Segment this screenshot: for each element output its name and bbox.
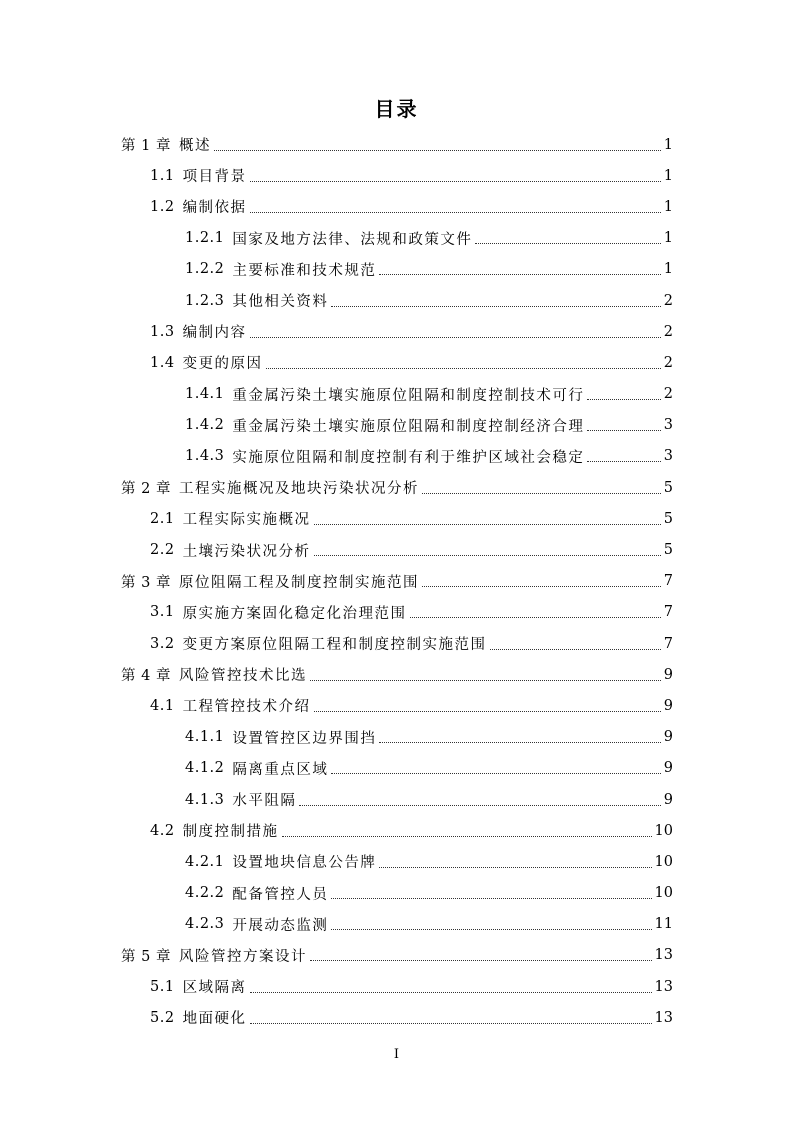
toc-entry-number: 第 4 章 bbox=[121, 668, 171, 685]
toc-dot-leader bbox=[587, 398, 660, 400]
toc-entry-page: 10 bbox=[654, 853, 673, 870]
toc-entry-title: 变更方案原位阻隔工程和制度控制实施范围 bbox=[182, 637, 487, 654]
toc-entry-number: 4.1.3 bbox=[185, 791, 225, 808]
toc-entry-page: 10 bbox=[654, 822, 673, 839]
toc-entry-title: 设置地块信息公告牌 bbox=[232, 855, 377, 872]
toc-entry-number: 1.2.3 bbox=[185, 292, 225, 309]
toc-dot-leader bbox=[331, 772, 660, 774]
toc-dot-leader bbox=[379, 866, 651, 868]
toc-entry-title: 水平阻隔 bbox=[232, 793, 297, 810]
toc-entry-page: 7 bbox=[663, 635, 673, 652]
toc-entry-page: 1 bbox=[663, 167, 673, 184]
toc-dot-leader bbox=[314, 523, 661, 525]
toc-dot-leader bbox=[587, 429, 660, 431]
toc-entry-number: 1.3 bbox=[150, 323, 175, 340]
toc-dot-leader bbox=[314, 710, 661, 712]
toc-entry[interactable] bbox=[0, 129, 793, 160]
toc-entry-title: 编制内容 bbox=[182, 325, 247, 342]
toc-entry-page: 7 bbox=[663, 573, 673, 590]
toc-dot-leader bbox=[282, 835, 652, 837]
toc-dot-leader bbox=[250, 991, 652, 993]
toc-entry-number: 3.1 bbox=[150, 604, 175, 621]
toc-entry-page: 2 bbox=[663, 354, 673, 371]
toc-entry-title: 土壤污染状况分析 bbox=[182, 543, 311, 560]
toc-entry[interactable] bbox=[0, 441, 793, 472]
toc-entry-title: 区域隔离 bbox=[182, 980, 247, 997]
toc-dot-leader bbox=[379, 273, 660, 275]
toc-dot-leader bbox=[331, 928, 651, 930]
toc-dot-leader bbox=[331, 305, 660, 307]
toc-dot-leader bbox=[250, 1022, 652, 1024]
toc-entry-page: 5 bbox=[663, 542, 673, 559]
toc-entry[interactable] bbox=[0, 628, 793, 659]
toc-entry-number: 第 1 章 bbox=[121, 138, 171, 155]
toc-entry[interactable] bbox=[0, 503, 793, 534]
toc-dot-leader bbox=[331, 897, 651, 899]
toc-entry[interactable] bbox=[0, 753, 793, 784]
toc-title: 目录 bbox=[374, 97, 419, 121]
toc-dot-leader bbox=[314, 554, 661, 556]
toc-entry[interactable] bbox=[0, 878, 793, 909]
toc-dot-leader bbox=[475, 242, 660, 244]
toc-entry-number: 2.2 bbox=[150, 542, 175, 559]
toc-entry-title: 主要标准和技术规范 bbox=[232, 262, 377, 279]
toc-entry-page: 9 bbox=[663, 760, 673, 777]
toc-entry[interactable] bbox=[0, 223, 793, 254]
toc-entry-page: 13 bbox=[654, 947, 673, 964]
toc-entry-title: 国家及地方法律、法规和政策文件 bbox=[232, 231, 473, 248]
toc-dot-leader bbox=[310, 679, 661, 681]
toc-dot-leader bbox=[250, 211, 661, 213]
toc-entry-title: 变更的原因 bbox=[182, 356, 263, 373]
toc-entry[interactable] bbox=[0, 784, 793, 815]
toc-dot-leader bbox=[587, 460, 660, 462]
toc-dot-leader bbox=[410, 616, 661, 618]
toc-entry-number: 4.1 bbox=[150, 697, 175, 714]
footer-page-number: I bbox=[393, 1047, 400, 1062]
toc-entry[interactable] bbox=[0, 534, 793, 565]
toc-entry-number: 3.2 bbox=[150, 635, 175, 652]
toc-entry-page: 9 bbox=[663, 729, 673, 746]
toc-entry-title: 重金属污染土壤实施原位阻隔和制度控制技术可行 bbox=[232, 387, 585, 404]
toc-entry-number: 5.2 bbox=[150, 1009, 175, 1026]
toc-entry-title: 重金属污染土壤实施原位阻隔和制度控制经济合理 bbox=[232, 418, 585, 435]
toc-entry-title: 原位阻隔工程及制度控制实施范围 bbox=[178, 574, 419, 591]
toc-entry[interactable] bbox=[0, 191, 793, 222]
toc-entry-title: 设置管控区边界围挡 bbox=[232, 730, 377, 747]
toc-entry-title: 其他相关资料 bbox=[232, 294, 329, 311]
toc-entry[interactable] bbox=[0, 316, 793, 347]
toc-entry-title: 隔离重点区域 bbox=[232, 761, 329, 778]
toc-entry-page: 3 bbox=[663, 448, 673, 465]
toc-entry-page: 13 bbox=[654, 978, 673, 995]
toc-entry-page: 1 bbox=[663, 198, 673, 215]
toc-entry-number: 1.2.1 bbox=[185, 230, 225, 247]
toc-dot-leader bbox=[250, 180, 661, 182]
toc-entry-page: 7 bbox=[663, 604, 673, 621]
toc-entry[interactable] bbox=[0, 690, 793, 721]
toc-entry-title: 配备管控人员 bbox=[232, 886, 329, 903]
toc-entry-title: 制度控制措施 bbox=[182, 824, 279, 841]
toc-entry-title: 概述 bbox=[178, 138, 211, 155]
toc-entry-page: 2 bbox=[663, 323, 673, 340]
toc-entry-title: 风险管控技术比选 bbox=[178, 668, 307, 685]
toc-entry-title: 工程实际实施概况 bbox=[182, 512, 311, 529]
toc-entry-page: 2 bbox=[663, 386, 673, 403]
toc-entry-page: 5 bbox=[663, 510, 673, 527]
toc-entry[interactable] bbox=[0, 566, 793, 597]
toc-dot-leader bbox=[299, 804, 660, 806]
toc-entry-title: 工程实施概况及地块污染状况分析 bbox=[178, 481, 419, 498]
toc-entry-page: 9 bbox=[663, 666, 673, 683]
toc-entry[interactable] bbox=[0, 1002, 793, 1033]
toc-entry-number: 4.2.3 bbox=[185, 916, 225, 933]
toc-entry[interactable] bbox=[0, 722, 793, 753]
toc-dot-leader bbox=[422, 585, 661, 587]
toc-entry[interactable] bbox=[0, 846, 793, 877]
toc-entry[interactable] bbox=[0, 940, 793, 971]
toc-entry-number: 1.1 bbox=[150, 167, 175, 184]
toc-dot-leader bbox=[250, 336, 661, 338]
toc-entry[interactable] bbox=[0, 815, 793, 846]
toc-entry-number: 4.1.2 bbox=[185, 760, 225, 777]
toc-dot-leader bbox=[379, 741, 660, 743]
toc-entry-page: 2 bbox=[663, 292, 673, 309]
toc-entry-title: 编制依据 bbox=[182, 200, 247, 217]
toc-entry-number: 2.1 bbox=[150, 510, 175, 527]
toc-entry-page: 1 bbox=[663, 136, 673, 153]
toc-entry-title: 项目背景 bbox=[182, 169, 247, 186]
toc-entry-number: 1.4.2 bbox=[185, 417, 225, 434]
toc-entry-number: 4.2.1 bbox=[185, 853, 225, 870]
toc-entry-title: 开展动态监测 bbox=[232, 917, 329, 934]
toc-entry-number: 第 5 章 bbox=[121, 948, 171, 965]
toc-entry-page: 1 bbox=[663, 230, 673, 247]
toc-entry-title: 地面硬化 bbox=[182, 1011, 247, 1028]
toc-entry[interactable] bbox=[0, 472, 793, 503]
toc-entry[interactable] bbox=[0, 285, 793, 316]
table-of-contents bbox=[0, 129, 793, 1033]
toc-entry-number: 4.1.1 bbox=[185, 729, 225, 746]
toc-entry-page: 11 bbox=[654, 916, 673, 933]
toc-dot-leader bbox=[310, 959, 652, 961]
toc-entry-number: 1.4 bbox=[150, 354, 175, 371]
toc-entry[interactable] bbox=[0, 160, 793, 191]
toc-entry-page: 10 bbox=[654, 885, 673, 902]
toc-entry-number: 第 2 章 bbox=[121, 481, 171, 498]
toc-entry-number: 1.4.3 bbox=[185, 448, 225, 465]
toc-entry-number: 1.2.2 bbox=[185, 261, 225, 278]
toc-entry[interactable] bbox=[0, 659, 793, 690]
toc-entry-page: 5 bbox=[663, 479, 673, 496]
toc-entry[interactable] bbox=[0, 597, 793, 628]
toc-entry-page: 1 bbox=[663, 261, 673, 278]
toc-entry-title: 原实施方案固化稳定化治理范围 bbox=[182, 605, 407, 622]
toc-entry-number: 4.2.2 bbox=[185, 885, 225, 902]
toc-entry-number: 4.2 bbox=[150, 822, 175, 839]
toc-entry-number: 1.4.1 bbox=[185, 386, 225, 403]
toc-entry-number: 第 3 章 bbox=[121, 574, 171, 591]
toc-entry-page: 9 bbox=[663, 697, 673, 714]
toc-entry-number: 1.2 bbox=[150, 198, 175, 215]
toc-entry-title: 实施原位阻隔和制度控制有利于维护区域社会稳定 bbox=[232, 449, 585, 466]
toc-entry-page: 13 bbox=[654, 1009, 673, 1026]
toc-entry-number: 5.1 bbox=[150, 978, 175, 995]
toc-entry[interactable] bbox=[0, 909, 793, 940]
toc-entry[interactable] bbox=[0, 971, 793, 1002]
toc-dot-leader bbox=[266, 367, 661, 369]
toc-entry[interactable] bbox=[0, 254, 793, 285]
toc-dot-leader bbox=[214, 149, 661, 151]
toc-entry-title: 工程管控技术介绍 bbox=[182, 699, 311, 716]
toc-entry[interactable] bbox=[0, 347, 793, 378]
toc-entry-page: 9 bbox=[663, 791, 673, 808]
toc-entry-page: 3 bbox=[663, 417, 673, 434]
toc-dot-leader bbox=[490, 648, 661, 650]
toc-entry-title: 风险管控方案设计 bbox=[178, 948, 307, 965]
toc-entry[interactable] bbox=[0, 379, 793, 410]
toc-dot-leader bbox=[422, 492, 661, 494]
toc-entry[interactable] bbox=[0, 410, 793, 441]
